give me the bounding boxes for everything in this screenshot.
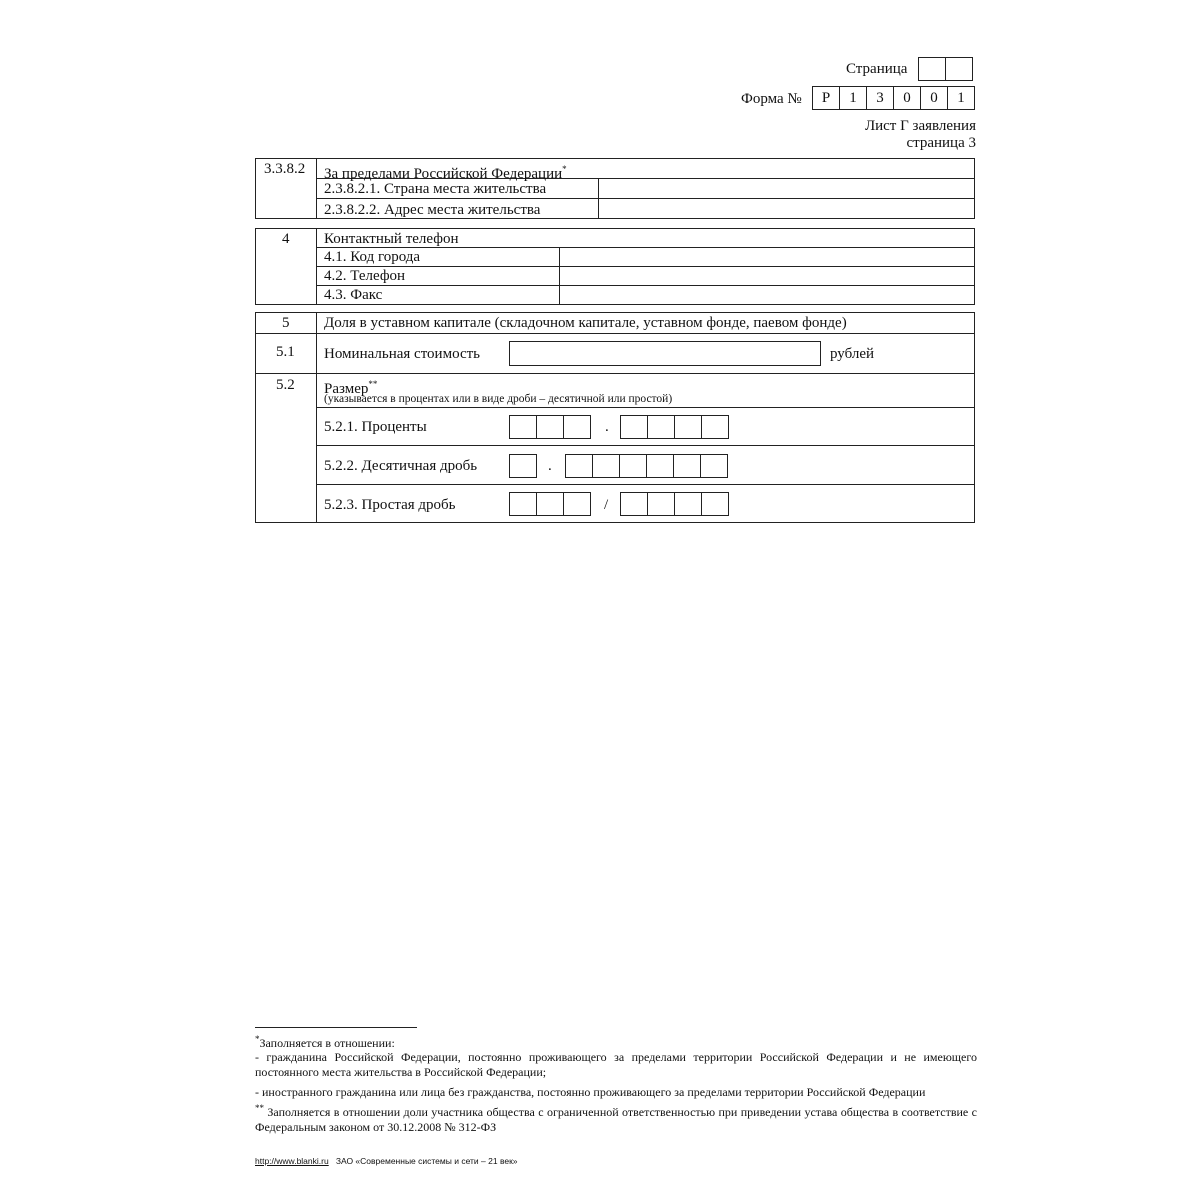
fraction-denominator-cells[interactable]	[620, 492, 729, 516]
country-field[interactable]	[602, 180, 972, 198]
digit-cell[interactable]	[619, 454, 647, 478]
digit-cell[interactable]	[509, 415, 537, 439]
digit-cell[interactable]	[563, 492, 591, 516]
size-label: Размер**	[324, 379, 378, 397]
digit-cell[interactable]	[647, 415, 675, 439]
form-cell: 0	[920, 86, 948, 110]
city-code-label: 4.1. Код города	[324, 249, 421, 265]
footnote-divider	[255, 1027, 417, 1028]
form-number-cells	[812, 86, 975, 110]
nominal-value-field[interactable]	[509, 341, 821, 366]
decimal-integer-cells[interactable]	[509, 454, 537, 478]
form-cell: 1	[839, 86, 867, 110]
fax-field[interactable]	[563, 286, 971, 304]
fax-label: 4.3. Факс	[324, 287, 383, 303]
digit-cell[interactable]	[674, 415, 702, 439]
nominal-unit: рублей	[830, 346, 875, 362]
section-abroad-num: 3.3.8.2	[264, 161, 306, 177]
footer-company: ЗАО «Современные системы и сети – 21 век»	[335, 1156, 518, 1166]
section-phone-num: 4	[282, 231, 290, 247]
footnote-1-title: *Заполняется в отношении:	[255, 1034, 395, 1050]
digit-cell[interactable]	[509, 454, 537, 478]
footnote-1-item-2: - иностранного гражданина или лица без гражданства, постоянно проживающего за пределами территории Российской Федерации	[255, 1085, 926, 1099]
fraction-separator: /	[604, 497, 609, 513]
digit-cell[interactable]	[536, 492, 564, 516]
percent-separator: .	[605, 419, 609, 435]
section-phone-title: Контактный телефон	[324, 231, 459, 247]
city-code-field[interactable]	[563, 248, 971, 266]
section-abroad-title: За пределами Российской Федерации*	[324, 164, 567, 182]
size-hint: (указывается в процентах или в виде дроби – десятичной или простой)	[324, 393, 673, 405]
footnote-2: ** Заполняется в отношении доли участника общества с ограниченной ответственностью при приведении устава общества в соответствие с Федеральным законом от 30.12.2008 № 312-ФЗ	[255, 1103, 977, 1134]
percent-label: 5.2.1. Проценты	[324, 419, 427, 435]
digit-cell[interactable]	[620, 492, 648, 516]
section-share-num: 5	[282, 315, 290, 331]
page-label: Страница	[846, 61, 908, 77]
page-number-cells[interactable]	[918, 57, 973, 81]
digit-cell[interactable]	[647, 492, 675, 516]
sheet-page: страница 3	[906, 135, 976, 151]
fraction-label: 5.2.3. Простая дробь	[324, 497, 456, 513]
digit-cell[interactable]	[536, 415, 564, 439]
digit-cell[interactable]	[565, 454, 593, 478]
phone-label: 4.2. Телефон	[324, 268, 406, 284]
digit-cell[interactable]	[646, 454, 674, 478]
section-share-title: Доля в уставном капитале (складочном капитале, уставном фонде, паевом фонде)	[324, 315, 847, 331]
page-cell[interactable]	[945, 57, 973, 81]
digit-cell[interactable]	[509, 492, 537, 516]
footnote-1-item-1: - гражданина Российской Федерации, постоянно проживающего за пределами территории Российской Федерации и не имеющего постоянного места жительства в Российской Федерации;	[255, 1050, 977, 1079]
percent-integer-cells[interactable]	[509, 415, 591, 439]
page-cell[interactable]	[918, 57, 946, 81]
decimal-fraction-cells[interactable]	[565, 454, 728, 478]
address-field[interactable]	[602, 201, 972, 219]
digit-cell[interactable]	[620, 415, 648, 439]
address-label: 2.3.8.2.2. Адрес места жительства	[324, 202, 541, 218]
percent-fraction-cells[interactable]	[620, 415, 729, 439]
digit-cell[interactable]	[592, 454, 620, 478]
form-cell: 3	[866, 86, 894, 110]
size-num: 5.2	[276, 377, 295, 393]
sheet-title: Лист Г заявления	[864, 118, 976, 134]
nominal-label: Номинальная стоимость	[324, 346, 481, 362]
digit-cell[interactable]	[673, 454, 701, 478]
digit-cell[interactable]	[674, 492, 702, 516]
digit-cell[interactable]	[701, 492, 729, 516]
digit-cell[interactable]	[701, 415, 729, 439]
form-cell: 1	[947, 86, 975, 110]
digit-cell[interactable]	[563, 415, 591, 439]
nominal-num: 5.1	[276, 344, 295, 360]
decimal-label: 5.2.2. Десятичная дробь	[324, 458, 478, 474]
form-number-label: Форма №	[741, 91, 802, 107]
phone-field[interactable]	[563, 267, 971, 285]
country-label: 2.3.8.2.1. Страна места жительства	[324, 181, 547, 197]
form-cell: 0	[893, 86, 921, 110]
fraction-numerator-cells[interactable]	[509, 492, 591, 516]
footer-link[interactable]: http://www.blanki.ru	[255, 1156, 329, 1166]
page-footer	[255, 1156, 518, 1166]
form-cell: Р	[812, 86, 840, 110]
digit-cell[interactable]	[700, 454, 728, 478]
decimal-separator: .	[548, 458, 552, 474]
